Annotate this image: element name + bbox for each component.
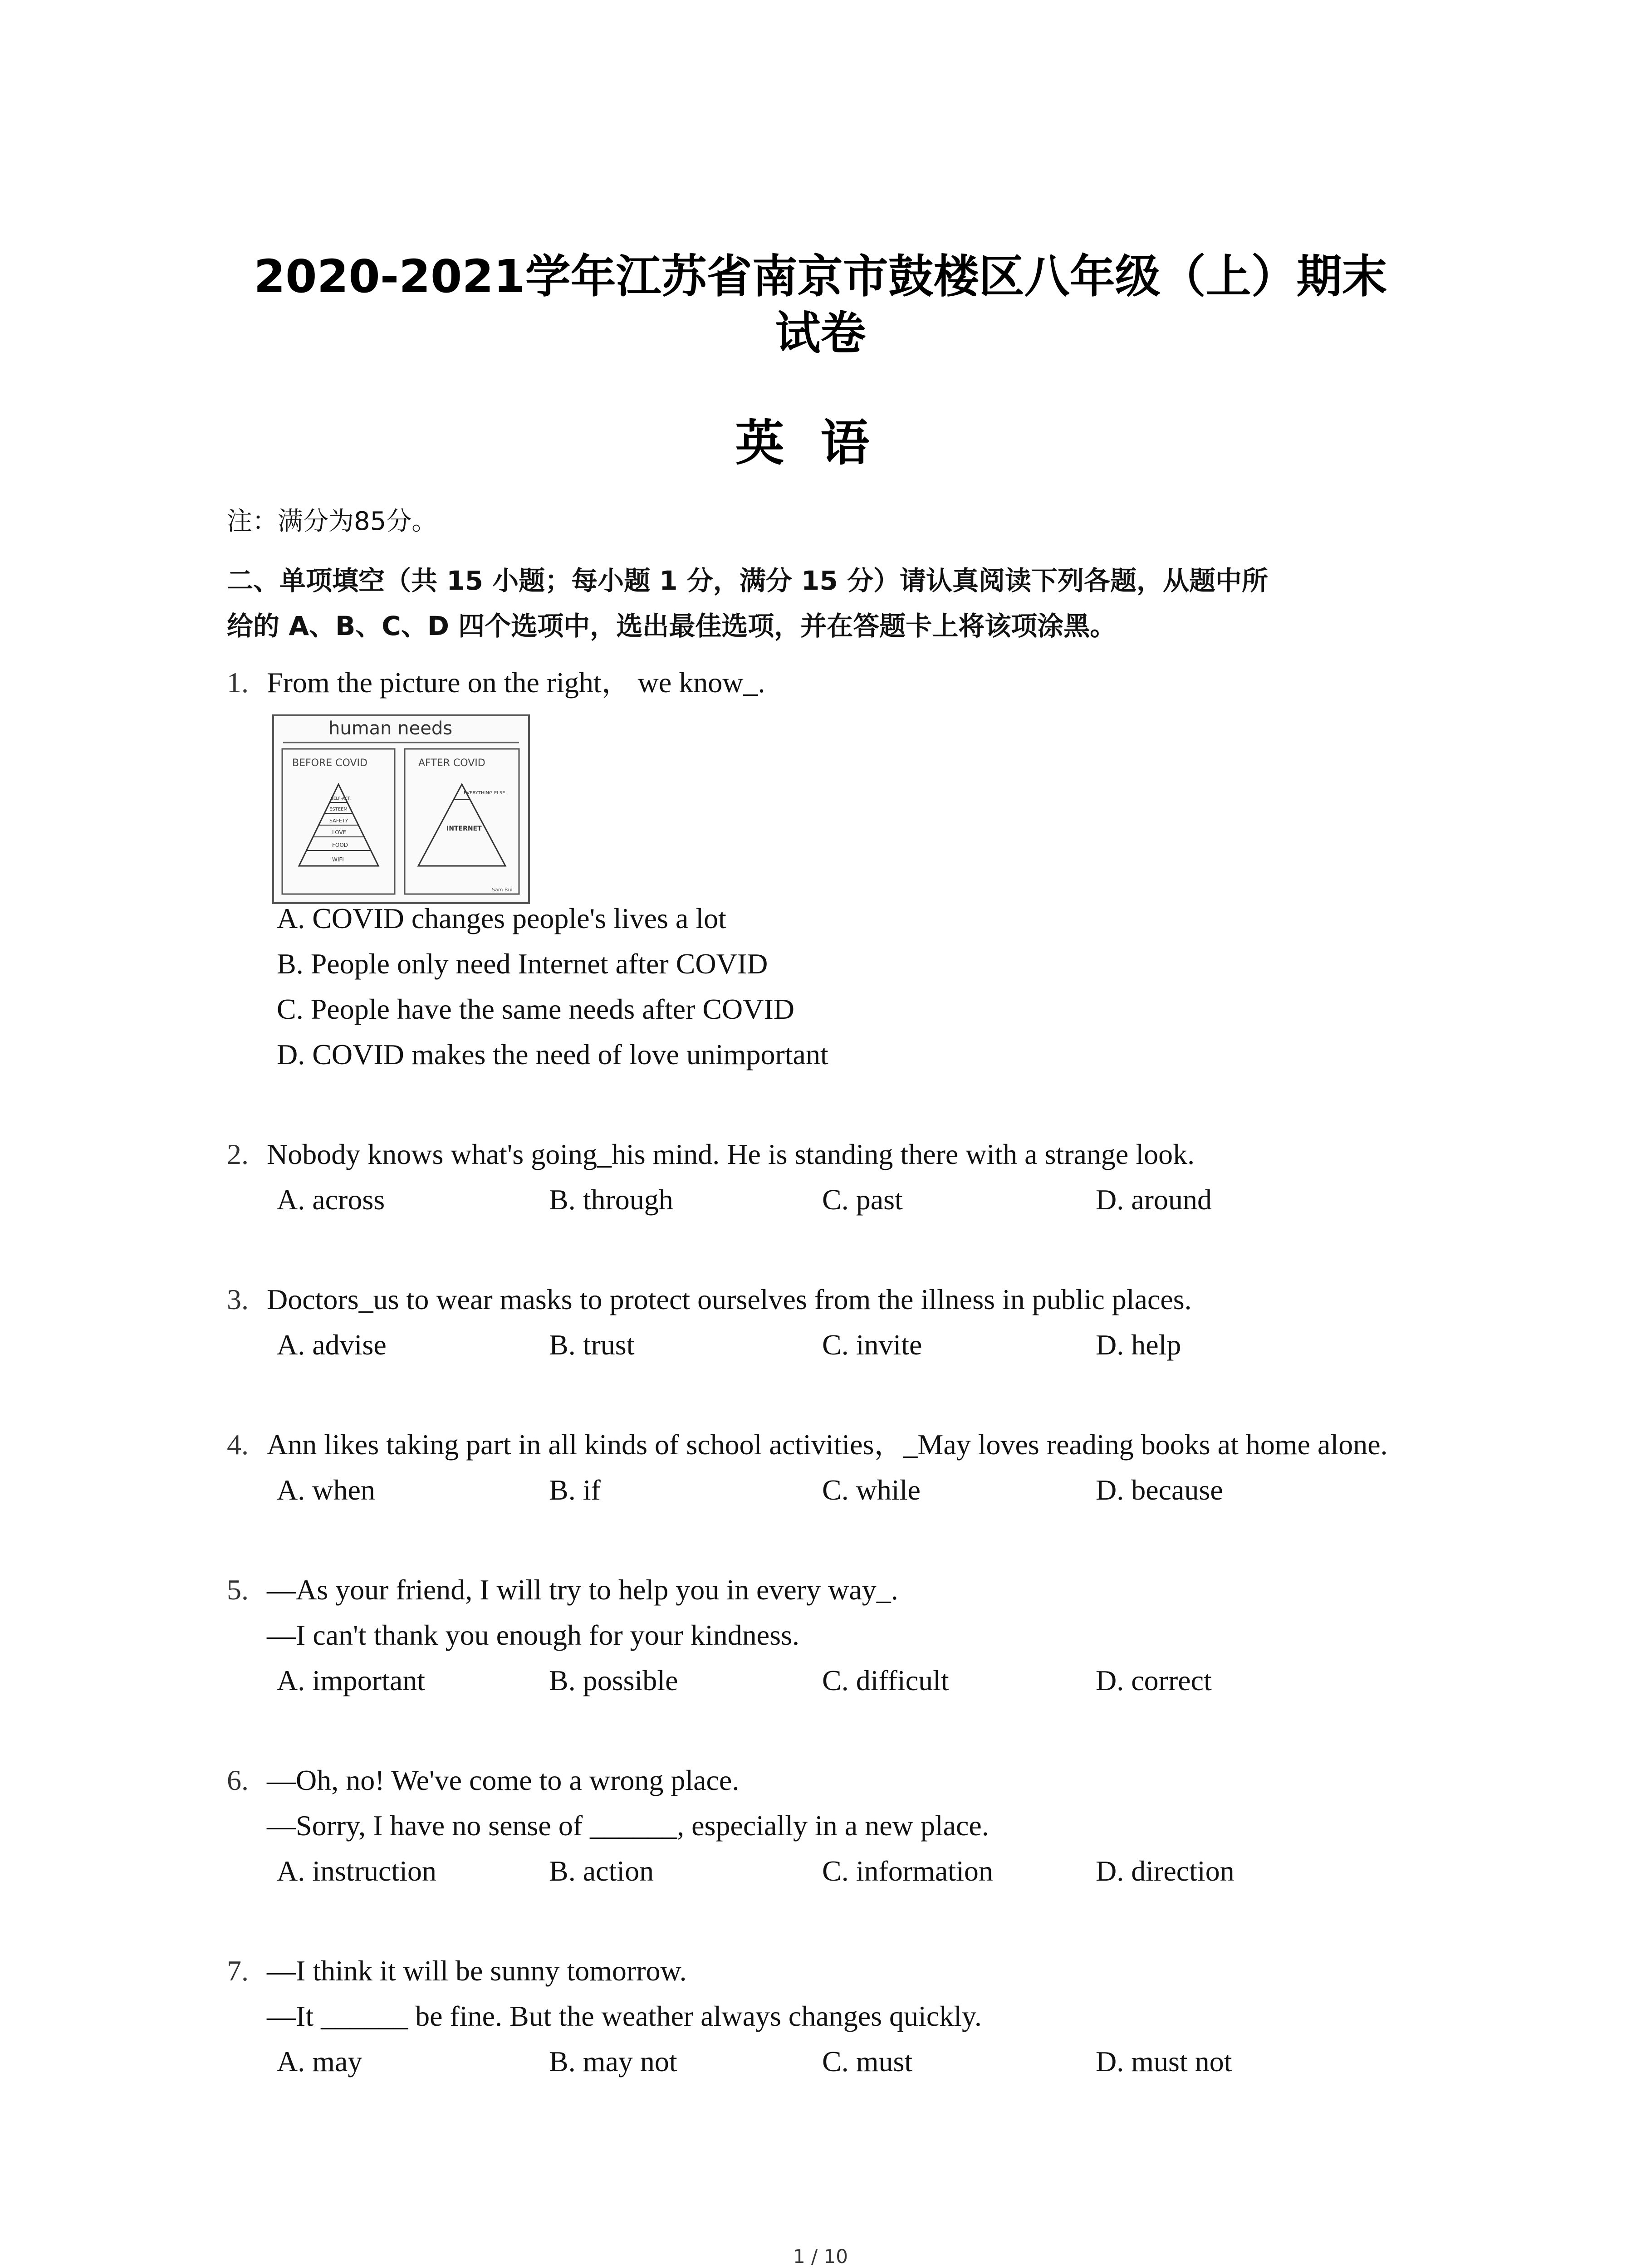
question-stem: Nobody knows what's going_his mind. He is standing there with a strange look. — [267, 1138, 1195, 1170]
section-instruction-line2: 给的 A、B、C、D 四个选项中，选出最佳选项，并在答题卡上将该项涂黑。 — [227, 611, 1117, 641]
option-a: A. important — [277, 1664, 426, 1696]
level-label: FOOD — [332, 842, 348, 848]
question-number: 6. — [227, 1764, 249, 1796]
question-stem: Ann likes taking part in all kinds of school activities，_May loves reading books at home alone. — [267, 1428, 1388, 1461]
section-instruction-line1: 二、单项填空（共 15 小题；每小题 1 分，满分 15 分）请认真阅读下列各题，从题中所 — [227, 565, 1268, 596]
question-4 — [227, 1427, 1388, 1463]
question-stem: Doctors_us to wear masks to protect ourselves from the illness in public places. — [267, 1283, 1192, 1315]
artist-signature: Sam Bui — [492, 887, 513, 893]
level-label: WIFI — [332, 856, 344, 863]
option-b: B. action — [549, 1855, 654, 1887]
question-stem: —I think it will be sunny tomorrow. — [267, 1955, 687, 1987]
option-a: A. across — [277, 1183, 385, 1216]
option-b: B. possible — [549, 1664, 678, 1696]
option-c: C. information — [822, 1855, 993, 1887]
option-d: D. direction — [1096, 1855, 1234, 1887]
option-d: D. must not — [1096, 2045, 1232, 2077]
question-3 — [227, 1281, 1192, 1318]
option-d: D. help — [1096, 1329, 1181, 1361]
option-b: B. if — [549, 1474, 601, 1506]
right-top-label: EVERYTHING ELSE — [464, 791, 505, 796]
option-d: D. because — [1096, 1474, 1223, 1506]
question-stem: —As your friend, I will try to help you in every way_. — [267, 1574, 898, 1606]
option-a: A. when — [277, 1474, 375, 1506]
question-stem-line2: —Sorry, I have no sense of ______, especially in a new place. — [267, 1809, 989, 1842]
option-d: D. around — [1096, 1183, 1212, 1216]
option-c: C. while — [822, 1474, 921, 1506]
option-a: A. may — [277, 2045, 362, 2077]
option-d: D. COVID makes the need of love unimportant — [277, 1038, 828, 1070]
question-stem: From the picture on the right， we know_. — [267, 666, 765, 699]
question-stem-line2: —It ______ be fine. But the weather always changes quickly. — [267, 2000, 982, 2032]
option-c: C. People have the same needs after COVID — [277, 993, 794, 1025]
after-covid-label: AFTER COVID — [418, 758, 485, 769]
question-stem-line2: —I can't thank you enough for your kindness. — [267, 1619, 799, 1651]
question-number: 4. — [227, 1428, 249, 1461]
question-2 — [227, 1136, 1195, 1173]
internet-label: INTERNET — [446, 825, 482, 832]
exam-title-line2: 试卷 — [775, 307, 866, 360]
option-b: B. may not — [549, 2045, 677, 2077]
question-1 — [227, 665, 765, 701]
option-b: B. through — [549, 1183, 673, 1216]
option-c: C. difficult — [822, 1664, 949, 1696]
question-number: 7. — [227, 1955, 249, 1987]
option-c: C. invite — [822, 1329, 922, 1361]
question-6 — [227, 1762, 739, 1799]
question-number: 2. — [227, 1138, 249, 1170]
option-c: C. must — [822, 2045, 913, 2077]
exam-title-line1: 2020-2021学年江苏省南京市鼓楼区八年级（上）期末 — [254, 250, 1387, 303]
human-needs-figure — [272, 714, 530, 904]
score-note: 注：满分为85分。 — [227, 507, 437, 536]
question-5 — [227, 1572, 898, 1608]
level-label: SAFETY — [329, 818, 348, 824]
question-number: 1. — [227, 666, 249, 699]
option-a: A. advise — [277, 1329, 387, 1361]
level-label: LOVE — [332, 829, 347, 836]
option-d: D. correct — [1096, 1664, 1212, 1696]
level-label: SELF-ACT. — [331, 797, 351, 801]
pyramid-drawing — [274, 716, 528, 902]
level-label: ESTEEM — [329, 807, 348, 812]
option-b: B. People only need Internet after COVID — [277, 948, 768, 980]
question-number: 5. — [227, 1574, 249, 1606]
figure-title: human needs — [328, 718, 453, 739]
page-number: 1 / 10 — [793, 2245, 848, 2268]
question-number: 3. — [227, 1283, 249, 1315]
question-stem: —Oh, no! We've come to a wrong place. — [267, 1764, 740, 1796]
option-a: A. COVID changes people's lives a lot — [277, 902, 726, 934]
question-7 — [227, 1953, 687, 1989]
option-b: B. trust — [549, 1329, 635, 1361]
subject-heading: 英语 — [735, 415, 906, 472]
option-a: A. instruction — [277, 1855, 436, 1887]
option-c: C. past — [822, 1183, 903, 1216]
before-covid-label: BEFORE COVID — [292, 758, 367, 769]
